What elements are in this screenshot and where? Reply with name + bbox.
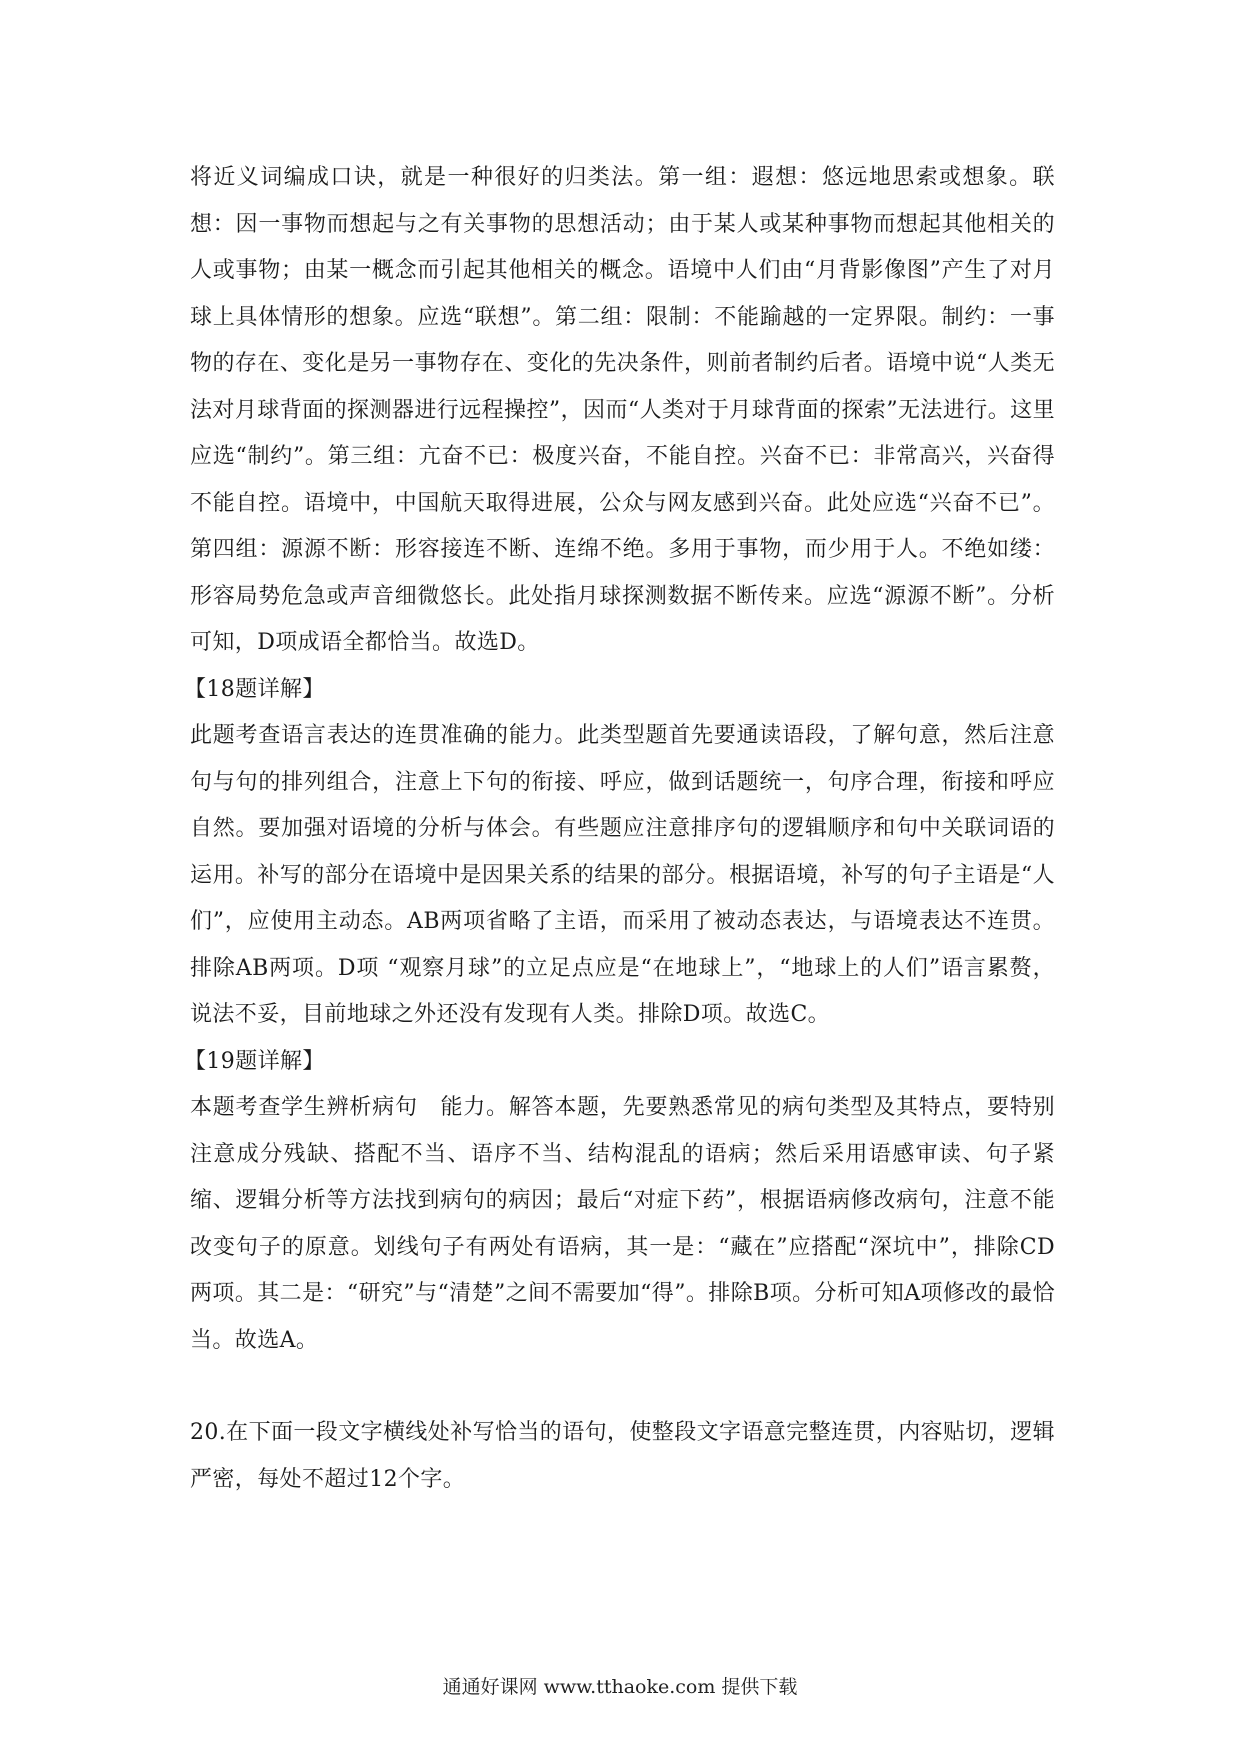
explanation-paragraph-19: 本题考查学生辨析病句 能力。解答本题，先要熟悉常见的病句类型及其特点，要特别注意成分残缺、搭配不当、语序不当、结构混乱的语病；然后采用语感审读、句子紧缩、逻辑分析等方法找到病句的病因；最后“对症下药”，根据语病修改病句，注意不能改变句子的原意。划线句子有两处有语病，其一是：“藏在”应搭配“深坑中”，排除CD两项。其二是：“研究”与“清楚”之间不需要加“得”。排除B项。分析可知A项修改的最恰当。故选A。: [190, 1095, 1055, 1353]
page-footer: 通通好课网 www.tthaoke.com 提供下载: [442, 1676, 798, 1698]
paragraph-spacer: [190, 1364, 1055, 1410]
section-heading-19: 【19题详解】: [184, 1048, 325, 1074]
explanation-paragraph-18: 此题考查语言表达的连贯准确的能力。此类型题首先要通读语段，了解句意，然后注意句与句的排列组合，注意上下句的衔接、呼应，做到话题统一，句序合理，衔接和呼应自然。要加强对语境的分析与体会。有些题应注意排序句的逻辑顺序和句中关联词语的运用。补写的部分在语境中是因果关系的结果的部分。根据语境，补写的句子主语是“人们”，应使用主动态。AB两项省略了主语，而采用了被动态表达，与语境表达不连贯。排除AB两项。D项 “观察月球”的立足点应是“在地球上”，“地球上的人们”语言累赘，说法不妥，目前地球之外还没有发现有人类。排除D项。故选C。: [190, 723, 1055, 1027]
section-heading-18: 【18题详解】: [184, 676, 325, 702]
explanation-paragraph-17: 将近义词编成口诀，就是一种很好的归类法。第一组：遐想：悠远地思索或想象。联想：因一事物而想起与之有关事物的思想活动；由于某人或某种事物而想起其他相关的人或事物；由某一概念而引起其他相关的概念。语境中人们由“月背影像图”产生了对月球上具体情形的想象。应选“联想”。第二组：限制：不能踰越的一定界限。制约：一事物的存在、变化是另一事物存在、变化的先决条件，则前者制约后者。语境中说“人类无法对月球背面的探测器进行远程操控”，因而“人类对于月球背面的探索”无法进行。这里应选“制约”。第三组：亢奋不已：极度兴奋，不能自控。兴奋不已：非常高兴，兴奋得不能自控。语境中，中国航天取得进展，公众与网友感到兴奋。此处应选“兴奋不已”。第四组：源源不断：形容接连不断、连绵不绝。多用于事物，而少用于人。不绝如缕：形容局势危急或声音细微悠长。此处指月球探测数据不断传来。应选“源源不断”。分析可知，D项成语全都恰当。故选D。: [190, 165, 1055, 655]
question-20-prompt: 20.在下面一段文字横线处补写恰当的语句，使整段文字语意完整连贯，内容贴切，逻辑严密，每处不超过12个字。: [190, 1420, 1055, 1492]
document-body: [184, 155, 1055, 1503]
